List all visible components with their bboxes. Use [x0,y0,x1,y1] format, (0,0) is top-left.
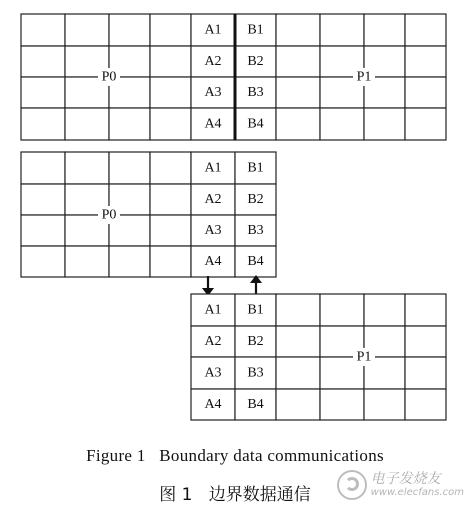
grid1-label-b1: B1 [247,22,264,38]
grid3-label-a2: A2 [204,334,222,349]
grid2-label-b2: B2 [247,192,264,207]
grid3-label-b2: B2 [247,334,264,349]
grid1-cell [150,14,191,46]
grid3-cell [364,294,405,326]
grid3-label-a4: A4 [204,397,222,412]
grid1-label-a1: A1 [204,22,222,38]
grid1-label-b2: B2 [247,54,264,69]
grid1-cell [405,46,446,77]
grid3-cell [276,294,320,326]
grid2-cell [150,215,191,246]
grid3-label-a3: A3 [204,365,222,381]
grid1-label-b3: B3 [247,85,264,100]
grid3-cell [320,389,364,420]
arrow-up [250,275,262,295]
grid2-label-a3: A3 [204,223,222,238]
figure-caption-english: Figure 1 Boundary data communications [86,446,384,465]
grid1-label-a2: A2 [204,54,222,69]
grid2-cell [109,152,150,184]
grid1-process-label: P0 [101,69,117,85]
grid1-cell [405,14,446,46]
grid2-label-a2: A2 [204,192,222,207]
watermark-url: www.elecfans.com [370,487,464,499]
grid2-label-a1: A1 [204,160,222,176]
grid3-cell [405,357,446,389]
grid2-cell [150,246,191,277]
grid1-label-a3: A3 [204,85,222,100]
grid3-cell [276,389,320,420]
grid1-cell [150,108,191,140]
grid1-cell [320,108,364,140]
grid1-cell [276,46,320,77]
grid3-label-b3: B3 [247,365,264,381]
grid2-label-b3: B3 [247,223,264,238]
grid-p0 [21,152,276,277]
grid1-cell [65,14,109,46]
grid1-cell [405,77,446,108]
grid3-cell [320,294,364,326]
grid1-cell [21,108,65,140]
grid2-cell [21,184,65,215]
elecfans-logo-icon [337,470,367,500]
grid2-cell [21,246,65,277]
grid3-cell [405,294,446,326]
grid1-process-label: P1 [356,69,372,85]
grid3-cell [405,326,446,357]
grid1-label-b4: B4 [247,116,264,132]
grid2-cell [150,152,191,184]
grid1-cell [150,77,191,108]
grid2-label-b1: B1 [247,160,264,176]
grid1-cell [276,77,320,108]
grid3-label-b1: B1 [247,302,264,318]
grid2-label-b4: B4 [247,254,264,269]
grid3-label-b4: B4 [247,397,264,412]
grid3-cell [276,357,320,389]
arrow-down [202,276,214,296]
grid1-label-a4: A4 [204,116,222,132]
grid1-cell [65,108,109,140]
grid3-process-label: P1 [356,349,372,365]
grid2-cell [65,152,109,184]
grid1-cell [405,108,446,140]
figure-caption-chinese: 图 1 边界数据通信 [159,485,311,505]
grid-p1 [191,294,446,420]
grid2-cell [109,246,150,277]
grid1-cell [21,46,65,77]
grid1-cell [364,14,405,46]
grid1-cell [109,14,150,46]
grid1-cell [150,46,191,77]
grid1-cell [276,14,320,46]
grid2-cell [65,246,109,277]
grid1-cell [276,108,320,140]
grid3-label-a1: A1 [204,302,222,318]
grid2-process-label: P0 [101,207,117,223]
watermark [337,470,464,500]
grid1-cell [21,77,65,108]
grid1-cell [320,14,364,46]
grid3-cell [405,389,446,420]
grid3-cell [276,326,320,357]
grid3-cell [364,389,405,420]
grid2-cell [21,215,65,246]
grid1-cell [109,108,150,140]
watermark-cn: 电子发烧友 [370,470,441,487]
grid1-cell [364,108,405,140]
grid2-cell [21,152,65,184]
grid2-label-a4: A4 [204,254,222,269]
grid2-cell [150,184,191,215]
grid1-cell [21,14,65,46]
